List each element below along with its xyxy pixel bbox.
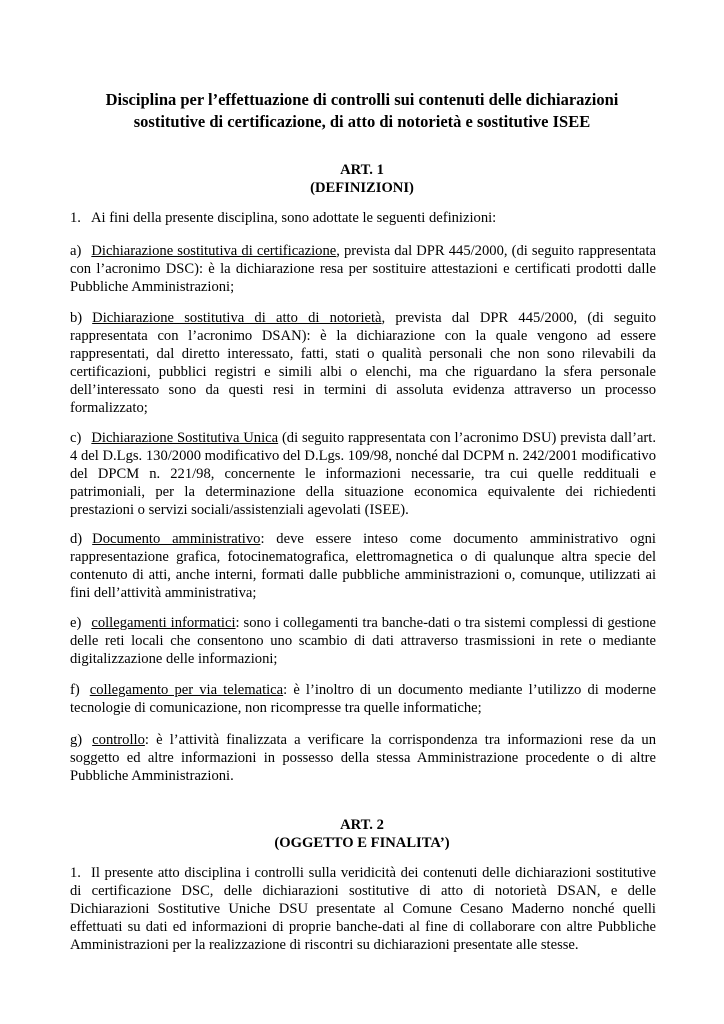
definition-term: collegamento per via telematica [89,682,284,698]
definition-letter: c) [70,430,82,446]
art1-intro-number: 1. [70,210,81,226]
definition-d [70,530,656,602]
definition-letter: g) [70,732,83,748]
art2-subheading: (OGGETTO E FINALITA’) [274,835,450,851]
definition-b [70,309,656,417]
definition-e [70,614,656,668]
definition-text: : è l’inoltro di un documento mediante l’utilizzo di moderne tecnologie di comunicazione, non ricompresse tra quelle informatiche; [70,682,656,716]
art2-heading-block [70,816,654,852]
definition-term: collegamenti informatici [91,615,236,631]
title-line-2: sostitutive di certificazione, di atto di notorietà e sostitutive ISEE [133,112,591,131]
definition-letter: d) [70,531,83,547]
definition-letter: b) [70,310,83,326]
definition-letter: f) [70,682,80,698]
art2-paragraph-text: Il presente atto disciplina i controlli sulla veridicità dei contenuti delle dichiarazioni sostitutive di certificazione DSC, delle dichiarazioni sostitutive di atto di notorietà DSAN, e delle Dichiarazioni Sostitutive Uniche DSU presentate al Comune Cesano Maderno nonché quelli effettuati su dati ed informazioni di proprie banche-dati al fine di collaborare con altre Pubbliche Amministrazioni per la realizzazione di riscontri su dichiarazioni presentate alle stesse. [70,865,656,953]
art1-heading-block [70,161,654,197]
definition-letter: e) [70,615,82,631]
definition-letter: a) [70,243,82,259]
art1-heading: ART. 1 [340,162,384,178]
definition-a [70,242,656,296]
art1-intro [70,209,656,227]
definition-term: Dichiarazione Sostitutiva Unica [91,430,279,446]
document-title [70,89,654,133]
art2-heading: ART. 2 [340,817,384,833]
art2-paragraph-number: 1. [70,865,81,881]
definition-f [70,681,656,717]
definition-term: controllo [92,732,145,748]
art2-paragraph-1 [70,864,656,954]
definition-text: : deve essere inteso come documento amministrativo ogni rappresentazione grafica, fotocinematografica, elettromagnetica o di qualunque altra specie del contenuto di atti, anche interni, formati dalle pubbliche amministrazioni o, comunque, utilizzati ai fini dell’attività amministrativa; [70,531,656,601]
art1-intro-text: Ai fini della presente disciplina, sono adottate le seguenti definizioni: [90,210,497,226]
definition-c [70,429,656,519]
definition-term: Documento amministrativo [92,531,261,547]
definition-text: , prevista dal DPR 445/2000, (di seguito rappresentata con l’acronimo DSC): è la dichiarazione resa per sostituire attestazioni e certificati prodotti dalle Pubbliche Amministrazioni; [70,243,656,295]
definition-text: : è l’attività finalizzata a verificare la corrispondenza tra informazioni rese da un soggetto ed altre informazioni in possesso della stessa Amministrazione procedente o di altre Pubbliche Amministrazioni. [70,732,656,784]
definition-text: : sono i collegamenti tra banche-dati o tra sistemi complessi di gestione delle reti locali che consentono uno scambio di dati attraverso trasmissioni in rete o mediante digitalizzazione delle informazioni; [70,615,656,667]
definition-text: (di seguito rappresentata con l’acronimo DSU) prevista dall’art. 4 del D.Lgs. 130/2000 modificativo del D.Lgs. 109/98, nonché dal DCPM n. 242/2001 modificativo del DPCM n. 221/98, concernente le informazioni necessarie, tra cui quelle reddituali e patrimoniali, per la determinazione della situazione economica equivalente dei richiedenti prestazioni o servizi sociali/assistenziali agevolati (ISEE). [70,430,656,518]
definition-g [70,731,656,785]
definition-term: Dichiarazione sostitutiva di atto di notorietà [92,310,382,326]
definition-term: Dichiarazione sostitutiva di certificazione [91,243,337,259]
art1-subheading: (DEFINIZIONI) [310,180,414,196]
title-line-1: Disciplina per l’effettuazione di controlli sui contenuti delle dichiarazioni [105,90,619,109]
definition-text: , prevista dal DPR 445/2000, (di seguito rappresentata con l’acronimo DSAN): è la dichiarazione con la quale vengono ad essere rappresentati, dal diretto interessato, fatti, stati o qualità personali che non sono rilevabili da certificazioni, pubblici registri e simili albi o elenchi, ma che riguardano la sfera personale dell’interessato sono da questi resi in termini di assoluta evidenza attraverso un processo formalizzato; [70,310,656,416]
